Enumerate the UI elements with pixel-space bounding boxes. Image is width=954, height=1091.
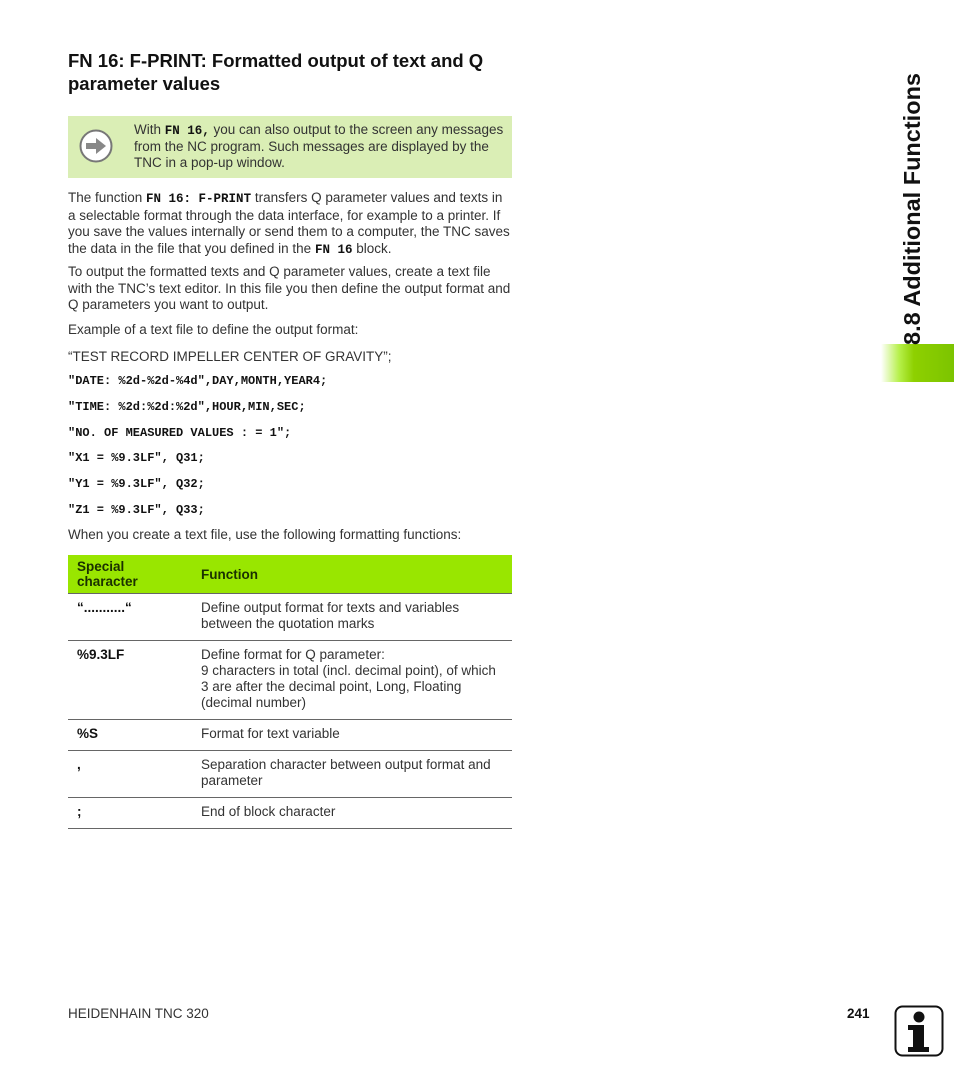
code-line: "DATE: %2d-%2d-%4d",DAY,MONTH,YEAR4; <box>68 374 328 388</box>
paragraph-example: Example of a text file to define the output format: <box>68 322 359 337</box>
table-row <box>68 594 512 641</box>
para1-mid: transfers Q parameter values and texts in a selectable format through the data interface, for example to a printer. If you save the values internally or send them to a computer, the TNC saves the data in the file that you defined in the <box>68 190 510 256</box>
section-title: FN 16: F-PRINT: Formatted output of text and Q parameter values <box>68 50 484 94</box>
cell-function: Separation character between output format and parameter <box>192 751 512 798</box>
cell-character: %S <box>68 720 192 751</box>
paragraph-formatting: When you create a text file, use the following formatting functions: <box>68 527 462 542</box>
paragraph-text-file: To output the formatted texts and Q parameter values, create a text file with the TNC’s text editor. In this file you then define the output format and Q parameters you want to output. <box>68 264 511 312</box>
cell-character: , <box>68 751 192 798</box>
code-line: "Z1 = %9.3LF", Q33; <box>68 503 205 517</box>
cell-function: Define format for Q parameter: 9 characters in total (incl. decimal point), of which 3 are after the decimal point, Long, Floating (decimal number) <box>192 641 512 720</box>
code-line: "NO. OF MEASURED VALUES : = 1"; <box>68 426 292 440</box>
footer-product: HEIDENHAIN TNC 320 <box>68 1006 209 1021</box>
cell-character: “...........“ <box>68 594 192 641</box>
chapter-tab <box>881 344 954 382</box>
cell-function: End of block character <box>192 798 512 829</box>
para1-code2: FN 16 <box>314 242 353 257</box>
cell-function: Define output format for texts and variables between the quotation marks <box>192 594 512 641</box>
info-icon <box>894 1005 944 1057</box>
cell-function: Format for text variable <box>192 720 512 751</box>
note-box <box>68 116 512 178</box>
para1-pre: The function <box>68 190 147 205</box>
header-function: Function <box>192 555 512 594</box>
note-pre: With <box>134 122 165 137</box>
code-line: "TIME: %2d:%2d:%2d",HOUR,MIN,SEC; <box>68 400 306 414</box>
para1-code: FN 16: F-PRINT <box>146 192 252 206</box>
cell-character: %9.3LF <box>68 641 192 720</box>
table-row <box>68 720 512 751</box>
chapter-title: 8.8 Additional Functions <box>899 73 925 345</box>
example-header-line: “TEST RECORD IMPELLER CENTER OF GRAVITY”; <box>68 349 392 364</box>
note-post: you can also output to the screen any messages from the NC program. Such messages are displayed by the TNC in a pop-up window. <box>134 122 504 170</box>
table-row <box>68 641 512 720</box>
arrow-right-icon <box>79 129 113 163</box>
code-line: "X1 = %9.3LF", Q31; <box>68 451 205 465</box>
code-line: "Y1 = %9.3LF", Q32; <box>68 477 205 491</box>
note-code: FN 16, <box>164 124 210 138</box>
cell-character: ; <box>68 798 192 829</box>
paragraph-fprint <box>68 190 512 258</box>
note-text <box>134 122 504 171</box>
table-row <box>68 751 512 798</box>
table-header-row <box>68 555 512 594</box>
table-row <box>68 798 512 829</box>
para1-post: block. <box>352 240 392 256</box>
page-number: 241 <box>847 1006 870 1021</box>
formatting-table <box>68 555 512 829</box>
header-special-character: Special character <box>68 555 192 594</box>
